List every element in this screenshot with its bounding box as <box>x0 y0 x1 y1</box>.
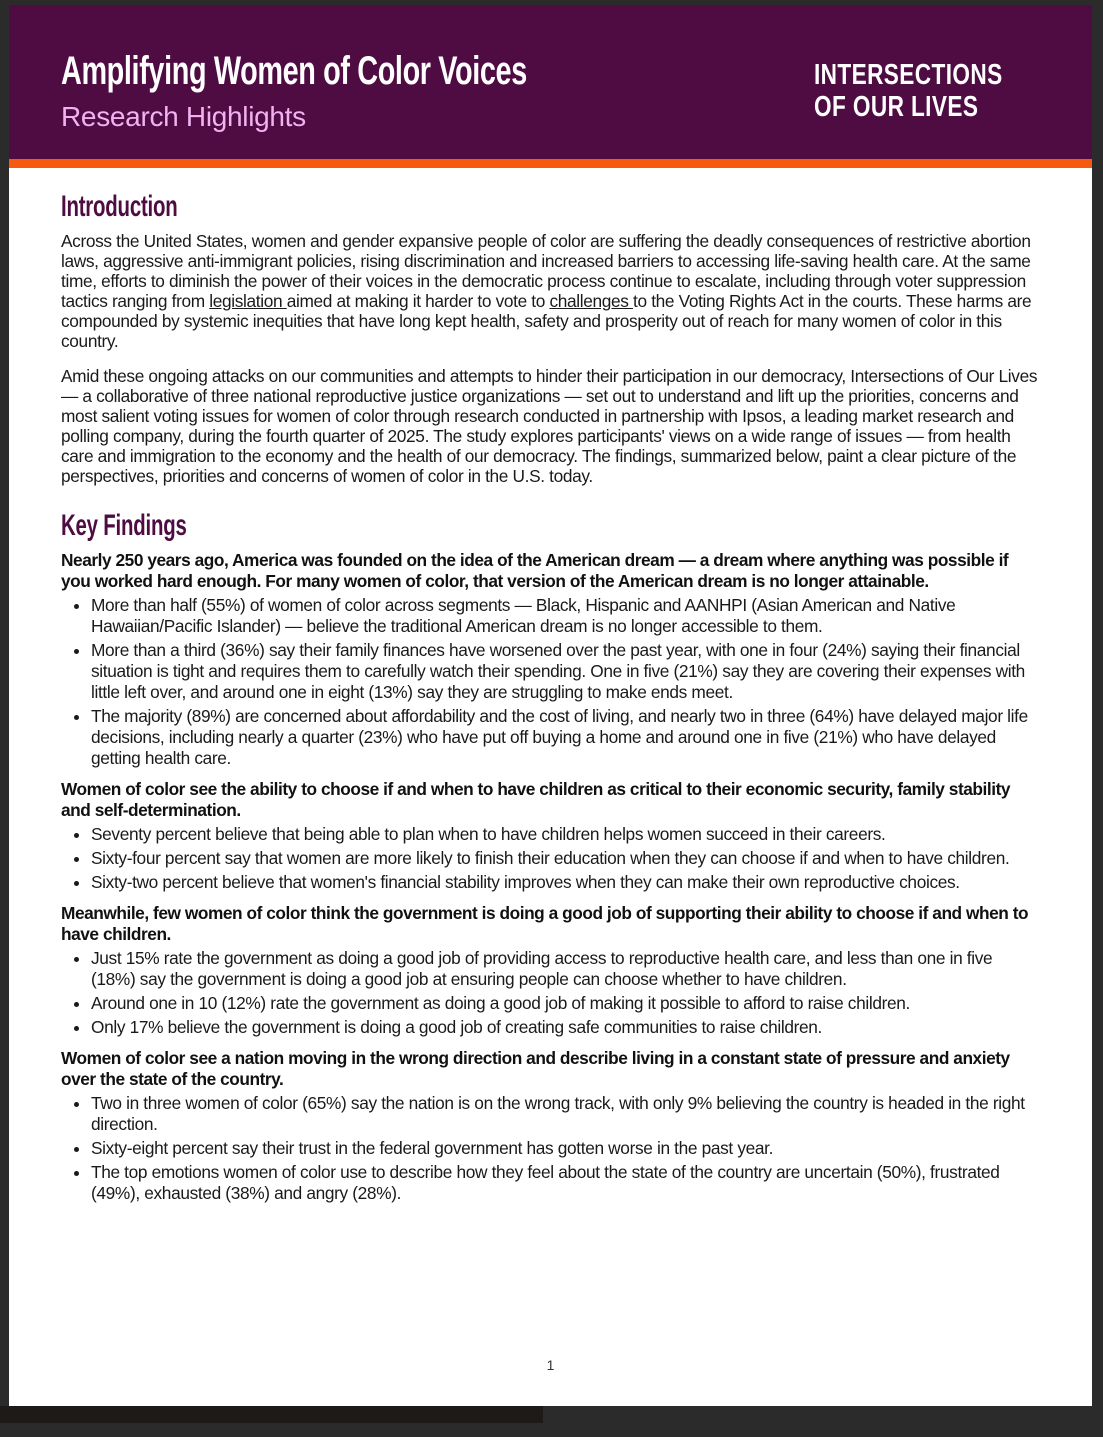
page-number: 1 <box>546 1357 555 1373</box>
finding-bullets <box>61 824 1041 893</box>
finding-lead: Women of color see the ability to choose if and when to have children as critical to their economic security, family stability and self-determination. <box>61 779 1011 820</box>
document-subtitle: Research Highlights <box>61 101 306 132</box>
text: aimed at making it harder to vote to <box>286 291 550 311</box>
organization-logo <box>814 59 1003 123</box>
list-item: • The majority (89%) are concerned about affordability and the cost of living, and nearly two in three (64%) have delayed major life decisions, including nearly a quarter (23%) who have put off buying a home and around one in five (21%) who have delayed getting health care. <box>91 706 1041 769</box>
list-item: • Sixty-two percent believe that women's financial stability improves when they can make their own reproductive choices. <box>91 872 1041 893</box>
finding-lead: Nearly 250 years ago, America was founded on the idea of the American dream — a dream where anything was possible if you worked hard enough. For many women of color, that version of the American dream is no longer attainable. <box>61 550 1009 591</box>
key-findings-heading: Key Findings <box>61 509 187 542</box>
text: Across the United States, women and gender expansive people of color are suffering the deadly consequences of restrictive abortion laws, aggressive anti-immigrant policies, rising discrimination and increased barriers to accessing life-saving health care. At the same time, efforts to diminish the power of their voices in the democratic process continue to escalate, including through voter suppression tactics ranging from <box>61 231 1031 311</box>
finding-lead: Women of color see a nation moving in the wrong direction and describe living in a constant state of pressure and anxiety over the state of the country. <box>61 1048 1010 1089</box>
document-title: Amplifying Women of Color Voices <box>61 49 527 93</box>
list-item: • The top emotions women of color use to describe how they feel about the state of the country are uncertain (50%), frustrated (49%), exhausted (38%) and angry (28%). <box>91 1162 1041 1204</box>
background-shadow <box>0 1406 543 1423</box>
findings-sections <box>61 550 1041 1204</box>
list-item: • Only 17% believe the government is doing a good job of creating safe communities to raise children. <box>91 1017 1041 1038</box>
intro-paragraph-1 <box>61 231 1041 351</box>
list-item: • Seventy percent believe that being able to plan when to have children helps women succeed in their careers. <box>91 824 1041 845</box>
intro-paragraph-2: Amid these ongoing attacks on our communities and attempts to hinder their participation in our democracy, Intersections of Our Lives — a collaborative of three national reproductive justice organizations — set out to understand and lift up the priorities, concerns and most salient voting issues for women of color through research conducted in partnership with Ipsos, a leading market research and polling company, during the fourth quarter of 2025. The study explores participants' views on a wide range of issues — from health care and immigration to the economy and the health of our democracy. The findings, summarized below, paint a clear picture of the perspectives, priorities and concerns of women of color in the U.S. today. <box>61 366 1038 486</box>
list-item: • Sixty-four percent say that women are more likely to finish their education when they can choose if and when to have children. <box>91 848 1041 869</box>
list-item: • Sixty-eight percent say their trust in the federal government has gotten worse in the past year. <box>91 1138 1041 1159</box>
text: to the Voting Rights Act in the courts. These harms are compounded by systemic inequities that have long kept health, safety and prosperity out of reach for many women of color in this country. <box>61 291 1032 351</box>
challenges-link[interactable]: challenges <box>549 291 634 311</box>
list-item: • More than half (55%) of women of color across segments — Black, Hispanic and AANHPI (Asian American and Native Hawaiian/Pacific Islander) — believe the traditional American dream is no longer accessible to them. <box>91 595 1041 637</box>
list-item: • Just 15% rate the government as doing a good job of providing access to reproductive health care, and less than one in five (18%) say the government is doing a good job at ensuring people can choose whether to have children. <box>91 948 1041 990</box>
list-item: • Two in three women of color (65%) say the nation is on the wrong track, with only 9% believing the country is headed in the right direction. <box>91 1093 1041 1135</box>
logo-line-1: INTERSECTIONS <box>814 59 1003 91</box>
finding-bullets <box>61 1093 1041 1204</box>
list-item: • More than a third (36%) say their family finances have worsened over the past year, with one in four (24%) saying their financial situation is tight and requires them to carefully watch their spending. One in five (21%) say they are covering their expenses with little left over, and around one in eight (13%) say they are struggling to make ends meet. <box>91 640 1041 703</box>
page-header <box>9 5 1092 159</box>
document-page <box>9 5 1092 1406</box>
list-item: • Around one in 10 (12%) rate the government as doing a good job of making it possible to afford to raise children. <box>91 993 1041 1014</box>
document-body <box>61 189 1041 1207</box>
introduction-heading: Introduction <box>61 190 178 223</box>
finding-lead: Meanwhile, few women of color think the government is doing a good job of supporting their ability to choose if and when to have children. <box>61 903 1029 944</box>
finding-bullets <box>61 595 1041 769</box>
logo-line-2: OF OUR LIVES <box>814 91 979 123</box>
finding-bullets <box>61 948 1041 1038</box>
legislation-link[interactable]: legislation <box>209 291 287 311</box>
header-accent-stripe <box>9 159 1092 168</box>
